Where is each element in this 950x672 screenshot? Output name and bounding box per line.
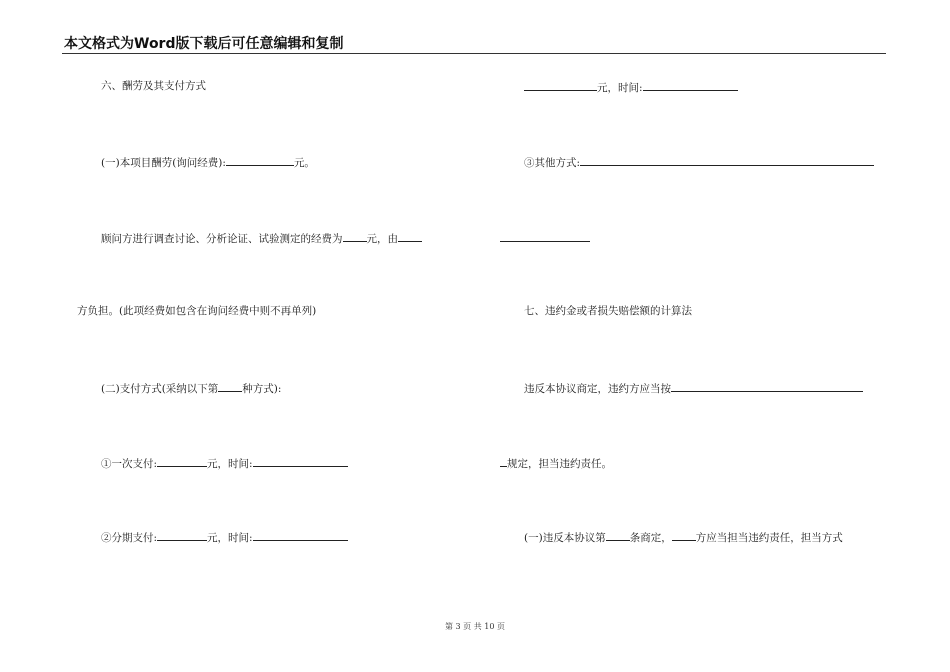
continued-time-blank xyxy=(643,79,738,91)
clause-breach-mid: 条商定， xyxy=(629,532,672,544)
consultant-fee-unit: 元，由 xyxy=(366,233,398,245)
clause-breach-suffix: 方应当担当违约责任，担当方式 xyxy=(695,532,843,544)
document-header-title: 本文格式为Word版下载后可任意编辑和复制 xyxy=(64,36,344,52)
installment-line xyxy=(101,529,348,545)
lump-sum-label: ①一次支付: xyxy=(101,458,158,470)
other-method-continuation xyxy=(500,230,590,246)
lump-sum-line xyxy=(101,455,348,471)
section7-heading: 七、违约金或者损失赔偿额的计算法 xyxy=(524,305,692,317)
breaching-party-blank xyxy=(672,529,696,541)
lump-sum-time-blank xyxy=(253,455,348,467)
breach-line xyxy=(524,380,863,396)
breach-label: 违反本协议商定，违约方应当按 xyxy=(524,383,671,395)
installment-time-label: 元，时间: xyxy=(207,532,253,544)
fee-label: (一)本项目酬劳(询问经费): xyxy=(101,157,226,169)
breach-basis-continuation-blank xyxy=(500,455,507,467)
installment-label: ②分期支付: xyxy=(101,532,158,544)
other-method-continuation-blank xyxy=(500,230,590,242)
header-divider xyxy=(62,53,886,54)
other-method-label: ③其他方式: xyxy=(524,157,581,169)
breach-responsibility-text: 规定，担当违约责任。 xyxy=(507,458,612,470)
clause-breach-label: (一)违反本协议第 xyxy=(524,532,606,544)
page-number: 第 3 页 共 10 页 xyxy=(445,622,505,631)
clause-number-blank xyxy=(606,529,630,541)
continued-amount-blank xyxy=(524,79,597,91)
other-method-blank xyxy=(580,154,874,166)
payment-method-label: (二)支付方式(采纳以下第 xyxy=(101,383,219,395)
consultant-fee-blank xyxy=(343,230,367,242)
fee-amount-blank xyxy=(226,154,294,166)
burden-line: 方负担。(此项经费如包含在询问经费中则不再单列) xyxy=(77,305,317,317)
consultant-fee-line xyxy=(101,230,422,246)
lump-sum-time-label: 元，时间: xyxy=(207,458,253,470)
installment-amount-blank xyxy=(157,529,207,541)
breach-basis-blank xyxy=(671,380,863,392)
continued-time-line xyxy=(524,79,738,95)
payment-method-suffix: 种方式): xyxy=(242,383,282,395)
consultant-party-blank xyxy=(398,230,422,242)
fee-unit: 元。 xyxy=(293,157,315,169)
other-method-line xyxy=(524,154,874,170)
fee-line xyxy=(101,154,315,170)
consultant-fee-label: 顾问方进行调查讨论、分析论证、试验测定的经费为 xyxy=(101,233,343,245)
payment-method-blank xyxy=(218,380,242,392)
breach-continuation-line xyxy=(500,455,612,471)
installment-time-blank xyxy=(253,529,348,541)
continued-time-label: 元，时间: xyxy=(597,82,643,94)
clause-breach-line xyxy=(524,529,843,545)
section6-heading: 六、酬劳及其支付方式 xyxy=(101,80,206,92)
lump-sum-amount-blank xyxy=(157,455,207,467)
payment-method-line xyxy=(101,380,281,396)
